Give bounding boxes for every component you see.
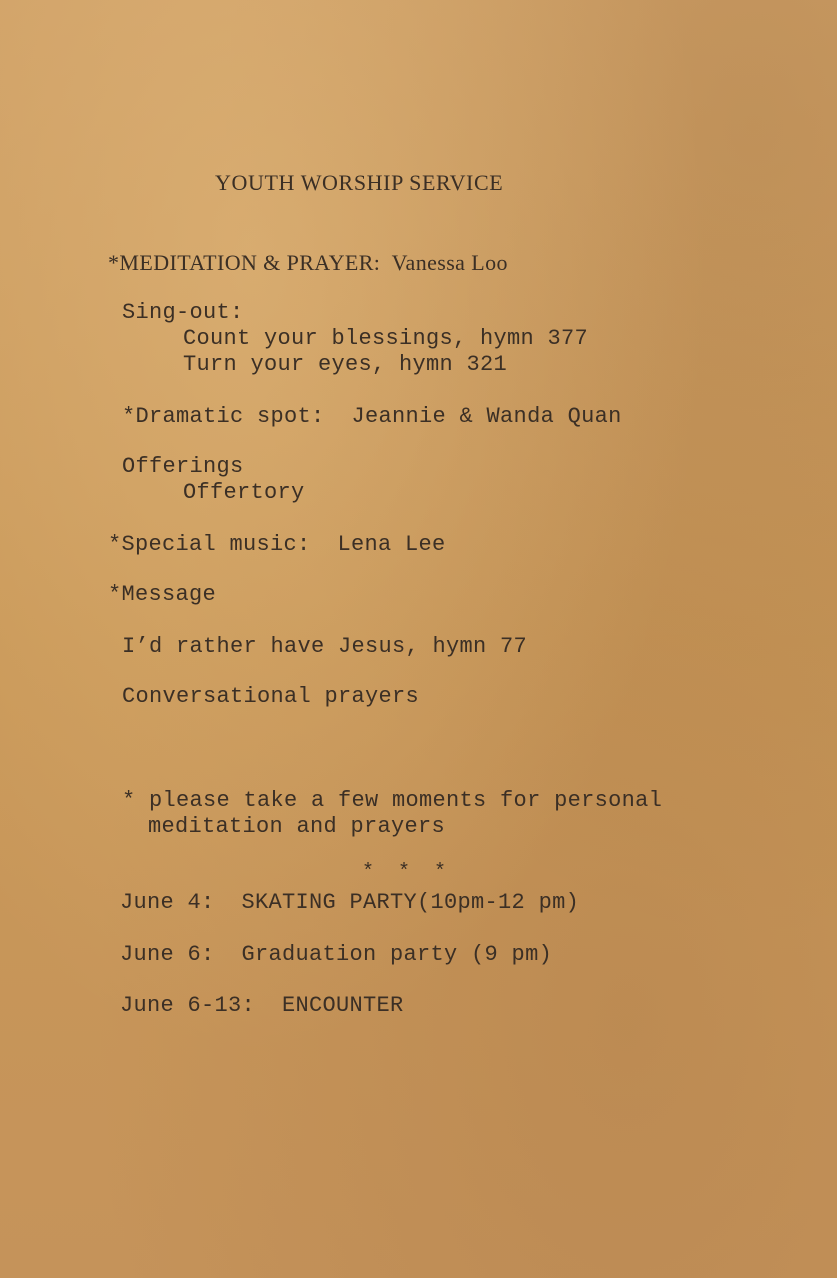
conversational-prayers-line: Conversational prayers — [122, 684, 420, 709]
meditation-prayer-line: *MEDITATION & PRAYER: Vanessa Loo — [108, 250, 508, 275]
dramatic-spot-line: *Dramatic spot: Jeannie & Wanda Quan — [122, 404, 622, 429]
separator-stars: * * * — [362, 861, 453, 884]
page-title: YOUTH WORSHIP SERVICE — [215, 170, 504, 195]
hymn-line: I’d rather have Jesus, hymn 77 — [122, 634, 528, 659]
announcement-line: June 6: Graduation party (9 pm) — [120, 942, 553, 967]
announcement-line: June 6-13: ENCOUNTER — [120, 993, 404, 1018]
note-line: * please take a few moments for personal — [122, 788, 663, 813]
message-line: *Message — [108, 582, 217, 607]
singout-item: Count your blessings, hymn 377 — [183, 326, 589, 351]
special-music-line: *Special music: Lena Lee — [108, 532, 446, 557]
singout-item: Turn your eyes, hymn 321 — [183, 352, 508, 377]
offerings-heading: Offerings — [122, 454, 244, 479]
note-line: meditation and prayers — [148, 814, 446, 839]
singout-heading: Sing-out: — [122, 300, 244, 325]
offertory-line: Offertory — [183, 480, 305, 505]
announcement-line: June 4: SKATING PARTY(10pm-12 pm) — [120, 890, 580, 915]
